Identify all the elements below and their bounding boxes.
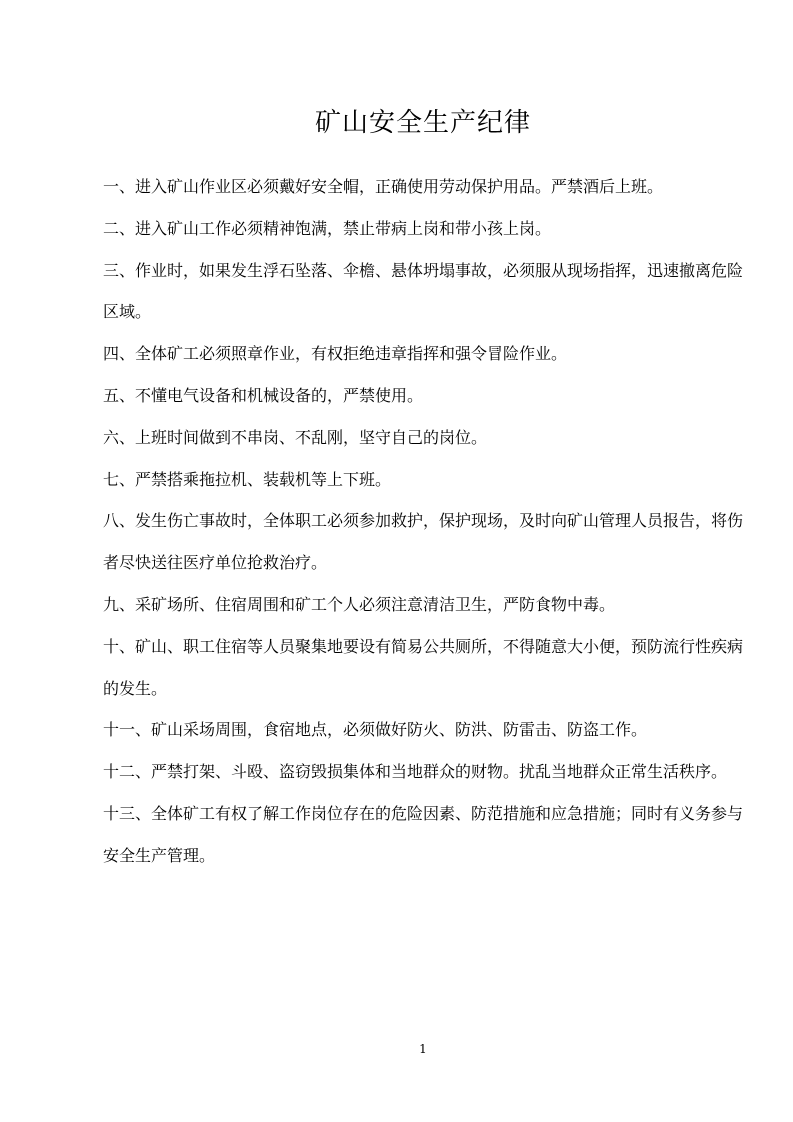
rule-paragraph: 二、进入矿山工作必须精神饱满，禁止带病上岗和带小孩上岗。 <box>103 218 552 238</box>
page-number: 1 <box>419 1042 427 1056</box>
document-body <box>103 166 749 877</box>
rule-paragraph: 五、不懂电气设备和机械设备的，严禁使用。 <box>103 385 424 405</box>
rule-paragraph: 八、发生伤亡事故时，全体职工必须参加救护，保护现场，及时向矿山管理人员报告，将伤者尽快送往医疗单位抢救治疗。 <box>103 511 744 573</box>
rule-paragraph: 三、作业时，如果发生浮石坠落、伞檐、悬体坍塌事故，必须服从现场指挥，迅速撤离危险区域。 <box>103 260 744 322</box>
rule-paragraph: 七、严禁搭乘拖拉机、装载机等上下班。 <box>103 469 392 489</box>
rule-paragraph: 十三、全体矿工有权了解工作岗位存在的危险因素、防范措施和应急措施；同时有义务参与安全生产管理。 <box>103 803 744 865</box>
rule-paragraph: 十、矿山、职工住宿等人员聚集地要设有简易公共厕所，不得随意大小便，预防流行性疾病的发生。 <box>103 636 744 698</box>
rule-paragraph: 十一、矿山采场周围，食宿地点，必须做好防火、防洪、防雷击、防盗工作。 <box>103 720 648 740</box>
rule-paragraph: 四、全体矿工必须照章作业，有权拒绝违章指挥和强令冒险作业。 <box>103 344 568 364</box>
rule-paragraph: 九、采矿场所、住宿周围和矿工个人必须注意清洁卫生，严防食物中毒。 <box>103 594 616 614</box>
rule-paragraph: 一、进入矿山作业区必须戴好安全帽，正确使用劳动保护用品。严禁酒后上班。 <box>103 177 664 196</box>
document-title: 矿山安全生产纪律 <box>314 108 531 138</box>
rule-paragraph: 十二、严禁打架、斗殴、盗窃毁损集体和当地群众的财物。扰乱当地群众正常生活秩序。 <box>103 762 728 782</box>
rule-paragraph: 六、上班时间做到不串岗、不乱刚，坚守自己的岗位。 <box>103 427 488 447</box>
